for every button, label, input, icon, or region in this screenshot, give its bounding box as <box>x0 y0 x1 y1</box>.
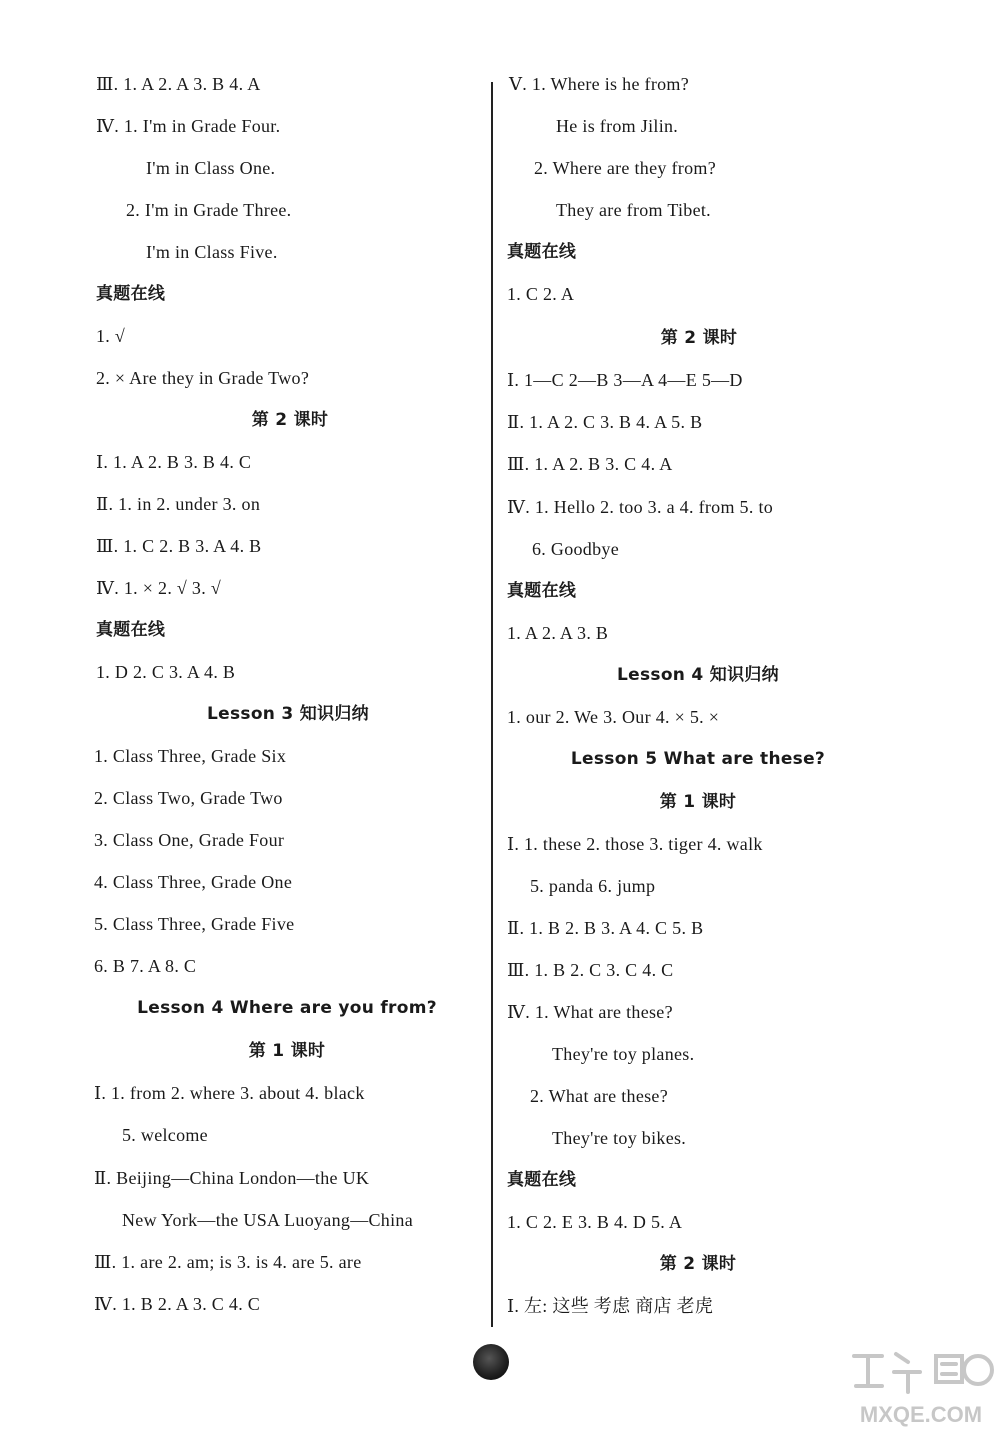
watermark-text: MXQE.COM <box>859 1402 983 1427</box>
left-heading-13: 真题在线 <box>96 620 166 640</box>
right-heading-17: 第 1 课时 <box>659 792 737 812</box>
right-heading-26: 真题在线 <box>507 1170 577 1190</box>
right-answer-line-5: 1. C 2. A <box>507 284 575 304</box>
right-heading-14: Lesson 4 知识归纳 <box>617 665 779 685</box>
left-answer-line-27: New York—the USA Luoyang—China <box>122 1210 413 1230</box>
left-heading-5: 真题在线 <box>96 284 166 304</box>
left-answer-line-12: Ⅳ. 1. × 2. √ 3. √ <box>96 578 221 598</box>
left-answer-line-20: 5. Class Three, Grade Five <box>94 914 295 934</box>
right-answer-line-23: They're toy planes. <box>552 1044 695 1064</box>
right-answer-line-9: Ⅲ. 1. A 2. B 3. C 4. A <box>507 454 673 474</box>
right-answer-line-0: Ⅴ. 1. Where is he from? <box>509 74 690 94</box>
left-heading-23: 第 1 课时 <box>248 1041 326 1061</box>
right-answer-line-10: Ⅳ. 1. Hello 2. too 3. a 4. from 5. to <box>507 497 774 517</box>
left-answer-line-29: Ⅳ. 1. B 2. A 3. C 4. C <box>94 1294 261 1314</box>
right-answer-line-1: He is from Jilin. <box>556 116 679 136</box>
right-answer-line-20: Ⅱ. 1. B 2. B 3. A 4. C 5. B <box>507 918 704 938</box>
left-answer-line-28: Ⅲ. 1. are 2. am; is 3. is 4. are 5. are <box>94 1252 362 1272</box>
left-answer-line-7: 2. × Are they in Grade Two? <box>96 368 310 388</box>
left-answer-line-17: 2. Class Two, Grade Two <box>94 788 283 808</box>
right-answer-line-24: 2. What are these? <box>530 1086 669 1106</box>
right-answer-line-13: 1. A 2. A 3. B <box>507 623 609 643</box>
right-answer-line-19: 5. panda 6. jump <box>530 876 656 896</box>
left-answer-line-25: 5. welcome <box>122 1125 208 1145</box>
right-heading-6: 第 2 课时 <box>660 328 738 348</box>
right-answer-line-15: 1. our 2. We 3. Our 4. × 5. × <box>507 707 720 727</box>
right-heading-12: 真题在线 <box>507 581 577 601</box>
right-heading-16: Lesson 5 What are these? <box>570 749 826 769</box>
page-number-badge <box>473 1344 509 1380</box>
left-answer-line-3: 2. I'm in Grade Three. <box>126 200 292 220</box>
left-answer-line-11: Ⅲ. 1. C 2. B 3. A 4. B <box>96 536 262 556</box>
left-answer-line-21: 6. B 7. A 8. C <box>94 956 197 976</box>
right-heading-28: 第 2 课时 <box>659 1254 737 1274</box>
right-answer-line-18: Ⅰ. 1. these 2. those 3. tiger 4. walk <box>507 834 763 854</box>
right-answer-line-27: 1. C 2. E 3. B 4. D 5. A <box>507 1212 683 1232</box>
right-answer-line-11: 6. Goodbye <box>532 539 619 559</box>
left-answer-line-16: 1. Class Three, Grade Six <box>94 746 287 766</box>
left-answer-line-24: Ⅰ. 1. from 2. where 3. about 4. black <box>94 1083 365 1103</box>
left-answer-line-14: 1. D 2. C 3. A 4. B <box>96 662 236 682</box>
left-answer-line-1: Ⅳ. 1. I'm in Grade Four. <box>96 116 281 136</box>
right-answer-line-7: Ⅰ. 1—C 2—B 3—A 4—E 5—D <box>507 370 743 390</box>
column-divider <box>491 82 493 1327</box>
left-heading-8: 第 2 课时 <box>251 410 329 430</box>
right-answer-line-21: Ⅲ. 1. B 2. C 3. C 4. C <box>507 960 674 980</box>
left-heading-15: Lesson 3 知识归纳 <box>207 704 369 724</box>
right-answer-line-25: They're toy bikes. <box>552 1128 687 1148</box>
right-answer-line-8: Ⅱ. 1. A 2. C 3. B 4. A 5. B <box>507 412 703 432</box>
left-answer-line-9: Ⅰ. 1. A 2. B 3. B 4. C <box>96 452 252 472</box>
left-answer-line-2: I'm in Class One. <box>146 158 276 178</box>
right-heading-4: 真题在线 <box>507 242 577 262</box>
left-answer-line-18: 3. Class One, Grade Four <box>94 830 285 850</box>
left-answer-line-19: 4. Class Three, Grade One <box>94 872 293 892</box>
right-answer-line-22: Ⅳ. 1. What are these? <box>507 1002 673 1022</box>
left-answer-line-26: Ⅱ. Beijing—China London—the UK <box>94 1168 370 1188</box>
right-answer-line-3: They are from Tibet. <box>556 200 711 220</box>
watermark-logo <box>846 1346 996 1430</box>
left-answer-line-10: Ⅱ. 1. in 2. under 3. on <box>96 494 261 514</box>
left-answer-line-0: Ⅲ. 1. A 2. A 3. B 4. A <box>96 74 261 94</box>
right-answer-line-2: 2. Where are they from? <box>534 158 716 178</box>
right-answer-line-29: Ⅰ. 左: 这些 考虑 商店 老虎 <box>507 1296 714 1316</box>
left-answer-line-6: 1. √ <box>96 326 126 346</box>
left-heading-22: Lesson 4 Where are you from? <box>137 998 437 1018</box>
left-answer-line-4: I'm in Class Five. <box>146 242 278 262</box>
